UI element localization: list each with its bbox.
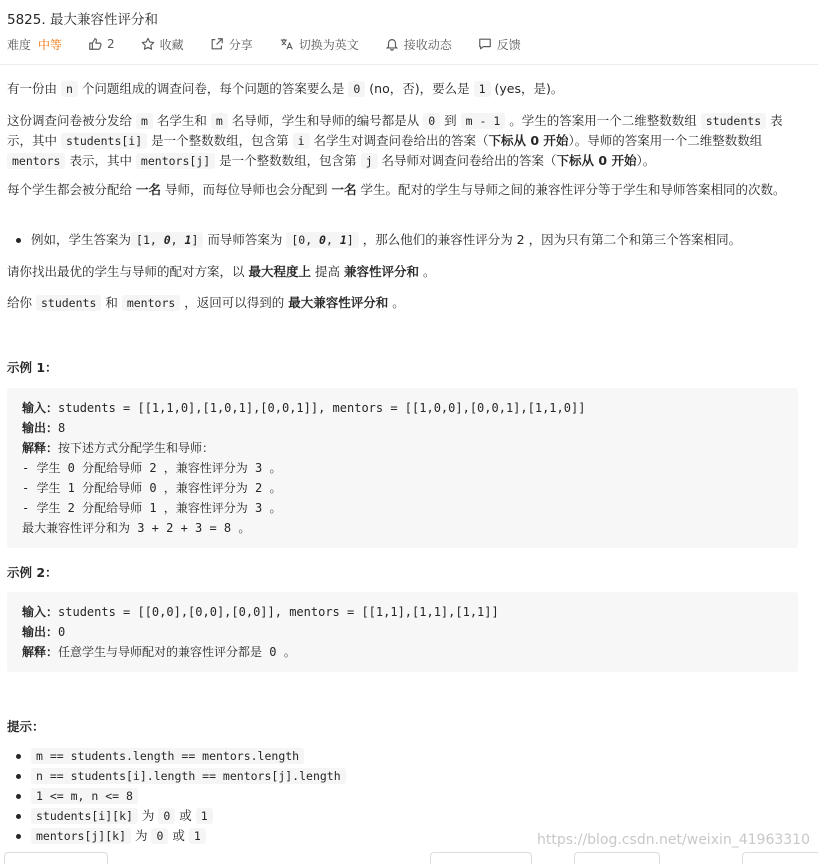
header-divider [0, 64, 818, 65]
share-icon [210, 37, 224, 51]
difficulty-badge: 中等 [38, 37, 63, 52]
problem-title: 5825. 最大兼容性评分和 [7, 12, 158, 28]
thumbs-up-icon [88, 37, 102, 51]
hint-item: m == students.length == mentors.length [7, 746, 807, 766]
description-p5: 给你 students 和 mentors ，返回可以得到的 最大兼容性评分和 。 [7, 295, 405, 310]
share-button[interactable] [210, 36, 253, 53]
translate-label: 切换为英文 [298, 37, 359, 52]
favorite-button[interactable] [141, 36, 184, 53]
example-1-heading: 示例 1： [7, 360, 58, 375]
difficulty-label: 难度 [7, 37, 32, 52]
translate-icon [279, 37, 294, 51]
hint-item: n == students[i].length == mentors[j].length [7, 766, 807, 786]
favorite-label: 收藏 [159, 37, 184, 52]
star-icon [141, 37, 155, 51]
bottom-tab[interactable] [4, 852, 108, 864]
translate-button[interactable] [279, 36, 359, 53]
like-count: 2 [107, 37, 115, 51]
description-p3: 每个学生都会被分配给 一名 导师，而每位导师也会分配到 一名 学生。配对的学生与导师之间的兼容性评分等于学生和导师答案相同的次数。 [7, 182, 786, 197]
hint-item: 1 <= m, n <= 8 [7, 786, 807, 806]
description-example-list [7, 230, 807, 250]
bottom-tab[interactable] [742, 852, 818, 864]
bottom-tab[interactable] [574, 852, 660, 864]
example-1-block: 输入：students = [[1,1,0],[1,0,1],[0,0,1]], mentors = [[1,0,0],[0,0,1],[1,1,0]] 输出：8 解释：按下述方式分配学生和导师： - 学生 0 分配给导师 2 ，兼容性评分为 3 。 - 学生 1 分配给导师 0 ，兼容性评分为 2 。 - 学生 2 分配给导师 1 ，兼容性评分为 3 。 最大兼容性评分和为 3 + 2 + 3 = 8 。 [7, 388, 798, 548]
hint-item: mentors[j][k] 为 0 或 1 [7, 826, 807, 846]
example-2-block: 输入：students = [[0,0],[0,0],[0,0]], mentors = [[1,1],[1,1],[1,1]] 输出：0 解释：任意学生与导师配对的兼容性评分都是 0 。 [7, 592, 798, 672]
difficulty [7, 36, 62, 53]
share-label: 分享 [228, 37, 253, 52]
feedback-label: 反馈 [496, 37, 521, 52]
list-item: 例如，学生答案为 [1, 0, 1] 而导师答案为 [0, 0, 1] ，那么他们的兼容性评分为 2 ，因为只有第二个和第三个答案相同。 [7, 230, 807, 250]
feedback-icon [478, 37, 492, 51]
hints-heading: 提示： [7, 719, 45, 734]
example-2-heading: 示例 2： [7, 565, 58, 580]
description-p2: 这份调查问卷被分发给 m 名学生和 m 名导师，学生和导师的编号都是从 0 到 m - 1 。学生的答案用一个二维整数数组 students 表示，其中 students[i] 是一个整数数组，包含第 i 名学生对调查问卷给出的答案（下标从 0 开始）。导师的答案用一个二维整数数组 mentors 表示，其中 mentors[j] 是一个整数数组，包含第 j 名导师对调查问卷给出的答案（下标从 0 开始）。 [7, 113, 783, 168]
like-button[interactable] [88, 37, 115, 51]
description-p4: 请你找出最优的学生与导师的配对方案，以 最大程度上 提高 兼容性评分和 。 [7, 264, 436, 279]
bottom-tab[interactable] [430, 852, 532, 864]
feedback-button[interactable] [478, 36, 521, 53]
hints-list [7, 746, 807, 846]
description-p1: 有一份由 n 个问题组成的调查问卷，每个问题的答案要么是 0 (no，否)，要么是 1 (yes，是)。 [7, 81, 564, 96]
notify-button[interactable] [385, 36, 452, 53]
bell-icon [385, 37, 399, 51]
problem-toolbar [7, 36, 547, 52]
watermark: https://blog.csdn.net/weixin_41963310 [536, 832, 810, 848]
notify-label: 接收动态 [403, 37, 452, 52]
hint-item: students[i][k] 为 0 或 1 [7, 806, 807, 826]
